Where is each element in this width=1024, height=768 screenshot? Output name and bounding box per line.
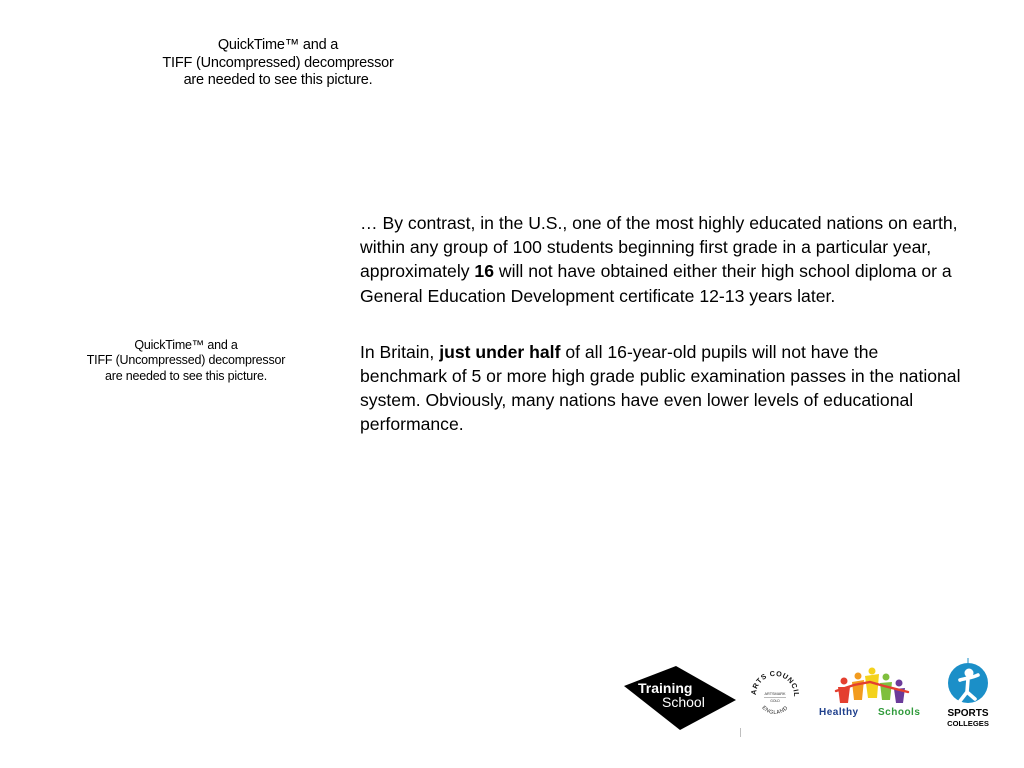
children-figures-icon: [836, 668, 908, 704]
paragraph-text: In Britain,: [360, 341, 440, 362]
placeholder-line: TIFF (Uncompressed) decompressor: [162, 54, 394, 71]
quicktime-placeholder-left: [52, 338, 320, 384]
emphasis-phrase: just under half: [439, 341, 561, 362]
placeholder-line: QuickTime™ and a: [217, 37, 339, 53]
paragraph-text: … By contrast, in the U.S., one of the most highly educated nations on earth, within any group of 100 students beginning first grade in a particular year, approximately: [360, 213, 958, 282]
divider-mark: [740, 728, 741, 737]
logo-text: School: [662, 694, 705, 710]
seal-text: ARTS COUNCIL: [749, 668, 801, 698]
placeholder-line: are needed to see this picture.: [183, 72, 373, 89]
placeholder-line: QuickTime™ and a: [134, 338, 238, 352]
seal-text: ARTSMARK: [764, 692, 786, 696]
logo-text: COLLEGES: [947, 719, 989, 728]
paragraph-text: of all 16-year-old pupils will not have the benchmark of 5 or more high grade public examination passes in the national system. Obviously, many nations have even lower levels of educational performance.: [360, 341, 961, 435]
seal-text: ENGLAND: [760, 705, 790, 717]
emphasis-number: 16: [474, 261, 494, 282]
placeholder-line: TIFF (Uncompressed) decompressor: [86, 353, 286, 368]
paragraph-text: will not have obtained either their high school diploma or a General Education Development certificate 12-13 years later.: [360, 261, 952, 306]
quicktime-placeholder-top: [118, 37, 438, 90]
training-school-logo: [622, 662, 738, 734]
logo-text: Healthy: [819, 707, 859, 718]
arts-council-england-logo: [749, 665, 801, 721]
logo-text: SPORTS: [947, 708, 989, 719]
paragraph-britain-exams: [360, 340, 970, 437]
slide-body-text: [360, 211, 970, 437]
paragraph-us-dropout: [360, 211, 970, 308]
sports-colleges-logo: [942, 657, 994, 729]
placeholder-line: are needed to see this picture.: [105, 368, 267, 383]
logo-text: Training: [638, 680, 693, 696]
seal-text: GOLD: [770, 699, 780, 703]
logo-text: Schools: [878, 707, 921, 718]
healthy-schools-logo: [814, 660, 934, 722]
